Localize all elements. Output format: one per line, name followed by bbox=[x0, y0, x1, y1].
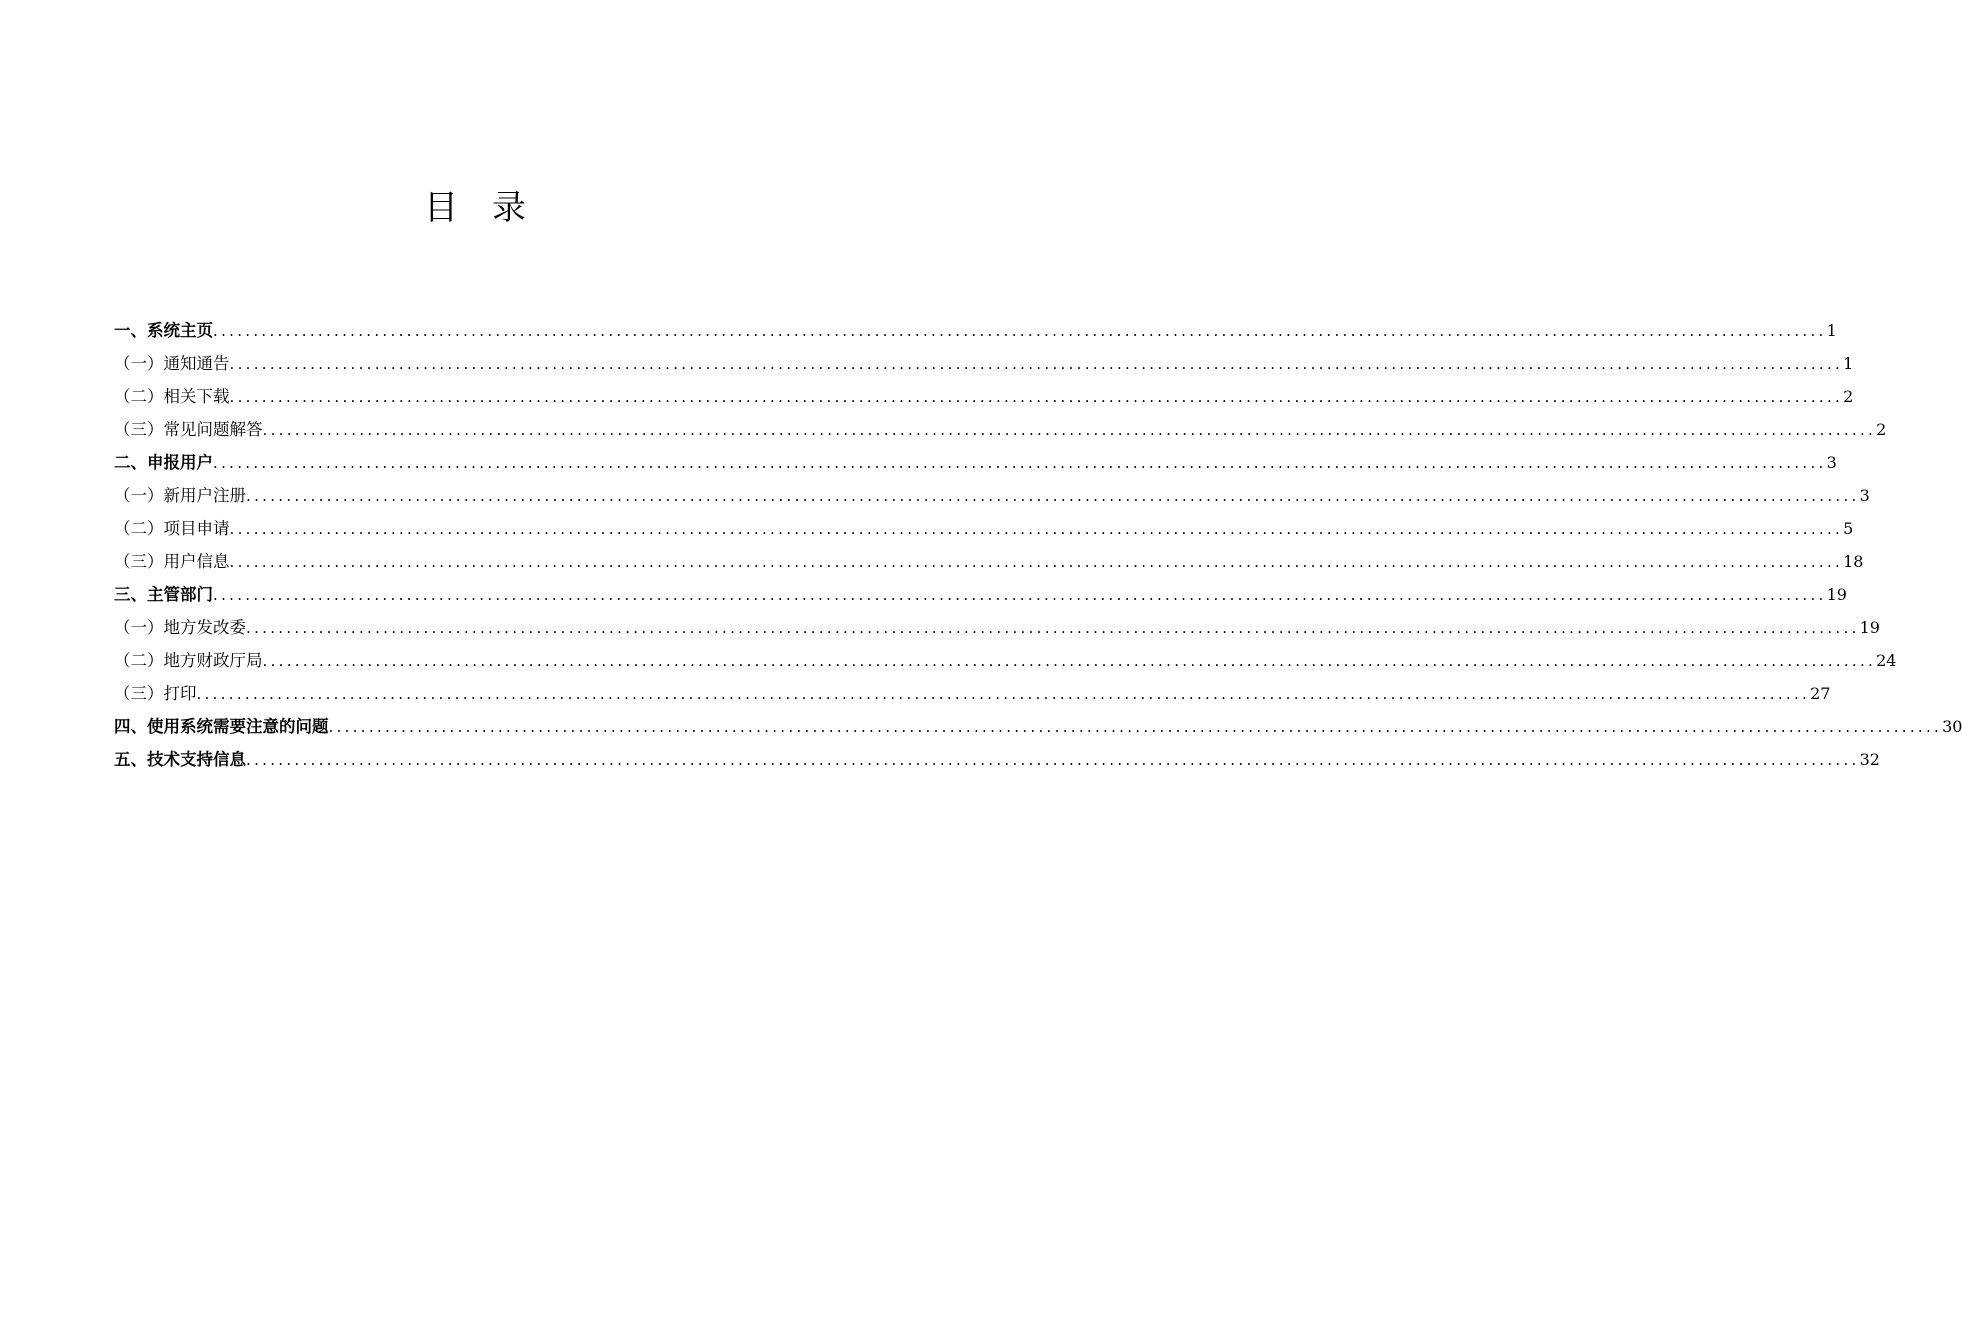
toc-page-number: 32 bbox=[1859, 750, 1880, 769]
toc-subsection-entry[interactable] bbox=[114, 380, 1854, 413]
toc-page-number: 3 bbox=[1826, 453, 1837, 472]
toc-page-number: 5 bbox=[1843, 519, 1854, 538]
toc-entry-label: （三）打印 bbox=[114, 684, 197, 703]
page-title-char-2: 录 bbox=[492, 188, 526, 228]
toc-entry-label: （一）地方发改委 bbox=[114, 618, 246, 637]
toc-subsection-entry[interactable] bbox=[114, 479, 1870, 512]
toc-entry-label: 五、技术支持信息 bbox=[114, 750, 246, 769]
toc-section-entry[interactable] bbox=[114, 710, 1962, 743]
toc-dot-leader: ........................................................................................................................................................................................................ bbox=[196, 685, 1811, 703]
toc-entry-label: 一、系统主页 bbox=[114, 321, 213, 340]
toc-entry-label: （三）常见问题解答 bbox=[114, 420, 263, 439]
toc-entry-label: （一）通知通告 bbox=[114, 354, 230, 373]
toc-entry-label: （一）新用户注册 bbox=[114, 486, 246, 505]
toc-entry-label: 四、使用系统需要注意的问题 bbox=[114, 717, 329, 736]
toc-page-number: 3 bbox=[1859, 486, 1870, 505]
toc-dot-leader: ........................................................................................................................................................................................................ bbox=[229, 388, 1844, 406]
toc-entry-label: 二、申报用户 bbox=[114, 453, 213, 472]
toc-page-number: 2 bbox=[1843, 387, 1854, 406]
toc-dot-leader: ........................................................................................................................................................................................................ bbox=[213, 322, 1827, 340]
toc-entry-label: 三、主管部门 bbox=[114, 585, 213, 604]
toc-subsection-entry[interactable] bbox=[114, 611, 1880, 644]
toc-dot-leader: ........................................................................................................................................................................................................ bbox=[262, 652, 1877, 670]
page-title bbox=[0, 186, 950, 230]
toc-section-entry[interactable] bbox=[114, 314, 1837, 347]
toc-dot-leader: ........................................................................................................................................................................................................ bbox=[229, 553, 1844, 571]
toc-page-number: 18 bbox=[1843, 552, 1864, 571]
toc-dot-leader: ........................................................................................................................................................................................................ bbox=[246, 487, 1860, 505]
toc-dot-leader: ........................................................................................................................................................................................................ bbox=[229, 355, 1844, 373]
toc-subsection-entry[interactable] bbox=[114, 413, 1887, 446]
toc-section-entry[interactable] bbox=[114, 446, 1837, 479]
toc-subsection-entry[interactable] bbox=[114, 545, 1864, 578]
toc-dot-leader: ........................................................................................................................................................................................................ bbox=[246, 751, 1860, 769]
toc-entry-label: （二）地方财政厅局 bbox=[114, 651, 263, 670]
toc-section-entry[interactable] bbox=[114, 578, 1847, 611]
toc-dot-leader: ........................................................................................................................................................................................................ bbox=[262, 421, 1877, 439]
table-of-contents bbox=[114, 314, 1962, 776]
toc-entry-label: （二）相关下载 bbox=[114, 387, 230, 406]
toc-page-number: 24 bbox=[1876, 651, 1897, 670]
toc-dot-leader: ........................................................................................................................................................................................................ bbox=[213, 454, 1827, 472]
toc-subsection-entry[interactable] bbox=[114, 347, 1854, 380]
toc-subsection-entry[interactable] bbox=[114, 644, 1897, 677]
toc-dot-leader: ........................................................................................................................................................................................................ bbox=[213, 586, 1827, 604]
toc-entry-label: （二）项目申请 bbox=[114, 519, 230, 538]
toc-page-number: 1 bbox=[1826, 321, 1837, 340]
toc-dot-leader: ........................................................................................................................................................................................................ bbox=[246, 619, 1860, 637]
toc-page-number: 19 bbox=[1859, 618, 1880, 637]
toc-entry-label: （三）用户信息 bbox=[114, 552, 230, 571]
toc-page-number: 19 bbox=[1826, 585, 1847, 604]
toc-subsection-entry[interactable] bbox=[114, 512, 1854, 545]
page-title-char-1: 目 bbox=[424, 188, 458, 228]
toc-dot-leader: ........................................................................................................................................................................................................ bbox=[229, 520, 1844, 538]
toc-subsection-entry[interactable] bbox=[114, 677, 1831, 710]
toc-page-number: 27 bbox=[1810, 684, 1831, 703]
toc-dot-leader: ........................................................................................................................................................................................................ bbox=[328, 718, 1943, 736]
toc-page-number: 30 bbox=[1942, 717, 1962, 736]
toc-section-entry[interactable] bbox=[114, 743, 1880, 776]
toc-page-number: 1 bbox=[1843, 354, 1854, 373]
toc-page-number: 2 bbox=[1876, 420, 1887, 439]
